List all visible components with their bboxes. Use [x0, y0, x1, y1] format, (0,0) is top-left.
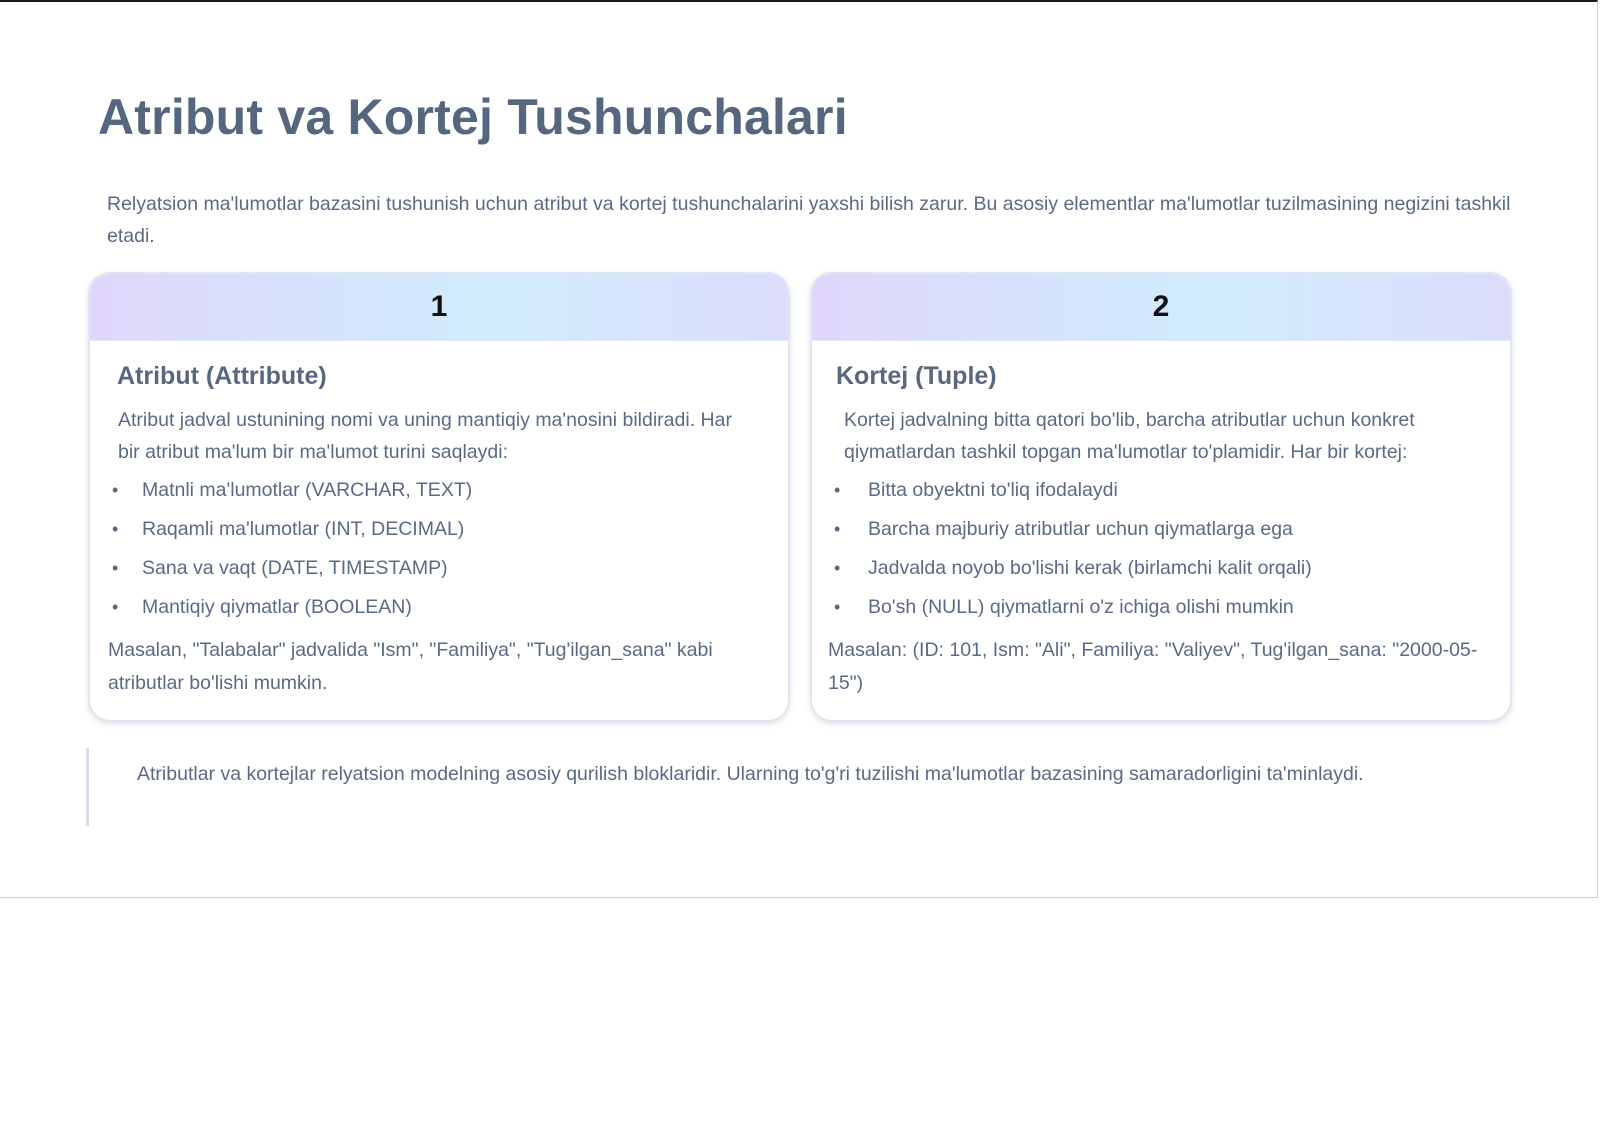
list-item — [830, 555, 1312, 594]
attribute-card — [88, 272, 790, 722]
bullet-icon: • — [112, 558, 119, 578]
list-item-text: Raqamli ma'lumotlar (INT, DECIMAL) — [142, 518, 465, 540]
list-item-text: Mantiqiy qiymatlar (BOOLEAN) — [142, 596, 412, 618]
page-title: Atribut va Kortej Tushunchalari — [98, 89, 848, 145]
list-item-text: Sana va vaqt (DATE, TIMESTAMP) — [142, 557, 448, 579]
list-item-text: Bo'sh (NULL) qiymatlarni o'z ichiga olishi mumkin — [868, 596, 1294, 618]
list-item — [108, 516, 472, 555]
card-header — [90, 274, 788, 341]
card-bullet-list — [108, 477, 472, 633]
card-description: Kortej jadvalning bitta qatori bo'lib, barcha atributlar uchun konkret qiymatlardan tashkil topgan ma'lumotlar to'plamidir. Har bir kortej: — [844, 409, 1415, 463]
bullet-icon: • — [112, 519, 119, 539]
summary-text: Atributlar va kortejlar relyatsion modelning asosiy qurilish bloklaridir. Ularning to'g'ri tuzilishi ma'lumotlar bazasining samaradorligini ta'minlaydi. — [137, 763, 1364, 785]
bullet-icon: • — [834, 558, 841, 578]
card-bullet-list — [830, 477, 1312, 633]
card-number: 1 — [430, 290, 448, 323]
card-title: Atribut (Attribute) — [117, 362, 327, 390]
list-item-text: Barcha majburiy atributlar uchun qiymatlarga ega — [868, 518, 1293, 540]
list-item-text: Matnli ma'lumotlar (VARCHAR, TEXT) — [142, 479, 473, 501]
bullet-icon: • — [834, 597, 841, 617]
intro-paragraph: Relyatsion ma'lumotlar bazasini tushunish uchun atribut va kortej tushunchalarini yaxshi bilish zarur. Bu asosiy elementlar ma'lumotlar tuzilmasining negizini tashkil etadi. — [107, 193, 1511, 247]
bullet-icon: • — [834, 480, 841, 500]
card-example: Masalan: (ID: 101, Ism: "Ali", Familiya: "Valiyev", Tug'ilgan_sana: "2000-05-15") — [828, 639, 1478, 694]
list-item-text: Bitta obyektni to'liq ifodalaydi — [868, 479, 1118, 501]
list-item — [830, 516, 1312, 555]
list-item — [830, 594, 1312, 633]
card-example: Masalan, "Talabalar" jadvalida "Ism", "Familiya", "Tug'ilgan_sana" kabi atributlar bo'lishi mumkin. — [108, 639, 713, 694]
bullet-icon: • — [834, 519, 841, 539]
list-item — [108, 594, 472, 633]
bullet-icon: • — [112, 597, 119, 617]
list-item-text: Jadvalda noyob bo'lishi kerak (birlamchi kalit orqali) — [868, 557, 1312, 579]
bullet-icon: • — [112, 480, 119, 500]
list-item — [108, 555, 472, 594]
list-item — [108, 477, 472, 516]
card-number: 2 — [1152, 290, 1170, 323]
summary-callout — [86, 748, 1506, 826]
card-header — [812, 274, 1510, 341]
card-description: Atribut jadval ustunining nomi va uning mantiqiy ma'nosini bildiradi. Har bir atribut ma'lum bir ma'lumot turini saqlaydi: — [118, 409, 732, 463]
card-title: Kortej (Tuple) — [836, 362, 997, 390]
tuple-card — [810, 272, 1512, 722]
list-item — [830, 477, 1312, 516]
